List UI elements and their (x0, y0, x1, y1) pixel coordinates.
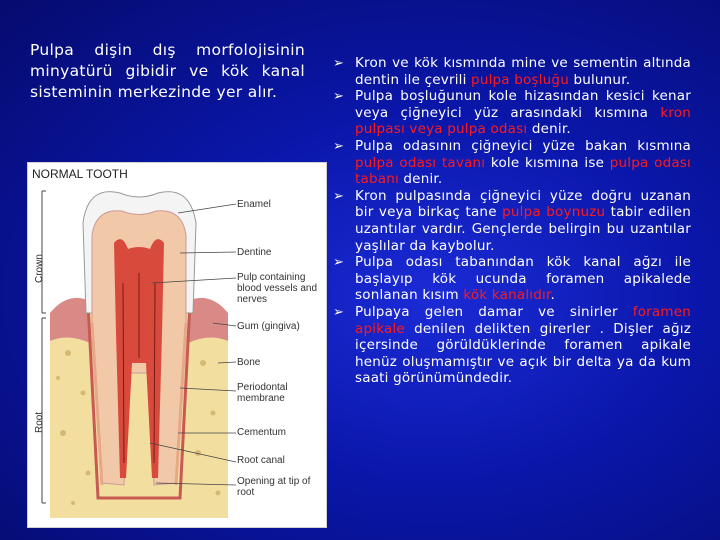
bullet-text: . (550, 287, 555, 304)
bullet-text: denir. (527, 121, 571, 138)
highlighted-term: kök kanalıdır (463, 287, 551, 304)
label-bone: Bone (237, 357, 261, 368)
highlighted-term: pulpa odası tabanı (355, 154, 691, 188)
label-gum: Gum (gingiva) (237, 321, 300, 332)
label-periodontal-membrane: Periodontal membrane (237, 382, 288, 404)
arrow-bullet-icon: ➢ (333, 188, 345, 204)
bullet-text: kole kısmına ise (485, 154, 610, 171)
tooth-illustration (28, 163, 326, 527)
bullet-item (333, 304, 691, 387)
arrow-bullet-icon: ➢ (333, 255, 345, 271)
arrow-bullet-icon: ➢ (333, 304, 345, 320)
highlighted-term: pulpa boşluğu (471, 71, 569, 88)
label-opening-root-tip: Opening at tip of root (237, 476, 311, 498)
arrow-bullet-icon: ➢ (333, 89, 345, 105)
arrow-bullet-icon: ➢ (333, 56, 345, 71)
label-enamel: Enamel (237, 199, 271, 210)
bullet-text: bulunur. (568, 71, 631, 88)
label-root-canal: Root canal (237, 455, 285, 466)
highlighted-term: pulpa odası tavanı (355, 154, 486, 171)
bullet-list (333, 55, 691, 387)
bullet-item (333, 188, 691, 254)
bullet-text: tabir edilen uzantılar vardır. Gençlerde belirgin bu uzantılar yaşlılar da kaybolur. (355, 204, 691, 254)
highlighted-term: kron pulpası veya pulpa odası (355, 104, 691, 138)
bullet-text: Pulpa odasının çiğneyici yüze bakan kısmına (355, 137, 691, 154)
bullet-text: Kron pulpasında çiğneyici yüze doğru uzanan bir veya birkaç tane (355, 187, 691, 221)
label-pulp: Pulp containing blood vessels and nerves (237, 272, 318, 305)
label-dentine: Dentine (237, 247, 272, 258)
bullet-item (333, 55, 691, 88)
bullet-text: denir. (398, 171, 443, 188)
label-cementum: Cementum (237, 427, 286, 438)
highlighted-term: pulpa boynuzu (502, 204, 606, 221)
arrow-bullet-icon: ➢ (333, 138, 345, 154)
bullet-text: Pulpaya gelen damar ve sinirler (355, 303, 633, 320)
bullet-item (333, 138, 691, 188)
bullet-item (333, 254, 691, 304)
bullet-text: Pulpa odası tabanından kök kanal ağzı ile başlayıp kök ucunda foramen apikalede sonlanan kısım (355, 254, 691, 304)
tooth-diagram (27, 162, 327, 528)
bullet-text: Kron ve kök kısmında mine ve sementin altında dentin ile çevrili (355, 55, 691, 88)
crown-label: Crown (34, 254, 45, 283)
diagram-title: NORMAL TOOTH (32, 167, 128, 181)
highlighted-term: foramen apikale (355, 303, 691, 337)
root-label: Root (34, 411, 45, 433)
bullet-text: Pulpa boşluğunun kole hizasından kesici kenar veya çiğneyici yüz arasındaki kısmına (355, 88, 691, 121)
intro-paragraph: Pulpa dişin dış morfolojisinin minyatürü gibidir ve kök kanal sisteminin merkezinde yer alır. (30, 41, 305, 101)
bullet-item (333, 88, 691, 138)
bullet-text: denilen delikten girerler . Dişler ağız içersinde görüldüklerinde foramen apikale henüz oluşmamıştır ve açık bir delta ya da kum saati görünümündedir. (355, 320, 691, 387)
